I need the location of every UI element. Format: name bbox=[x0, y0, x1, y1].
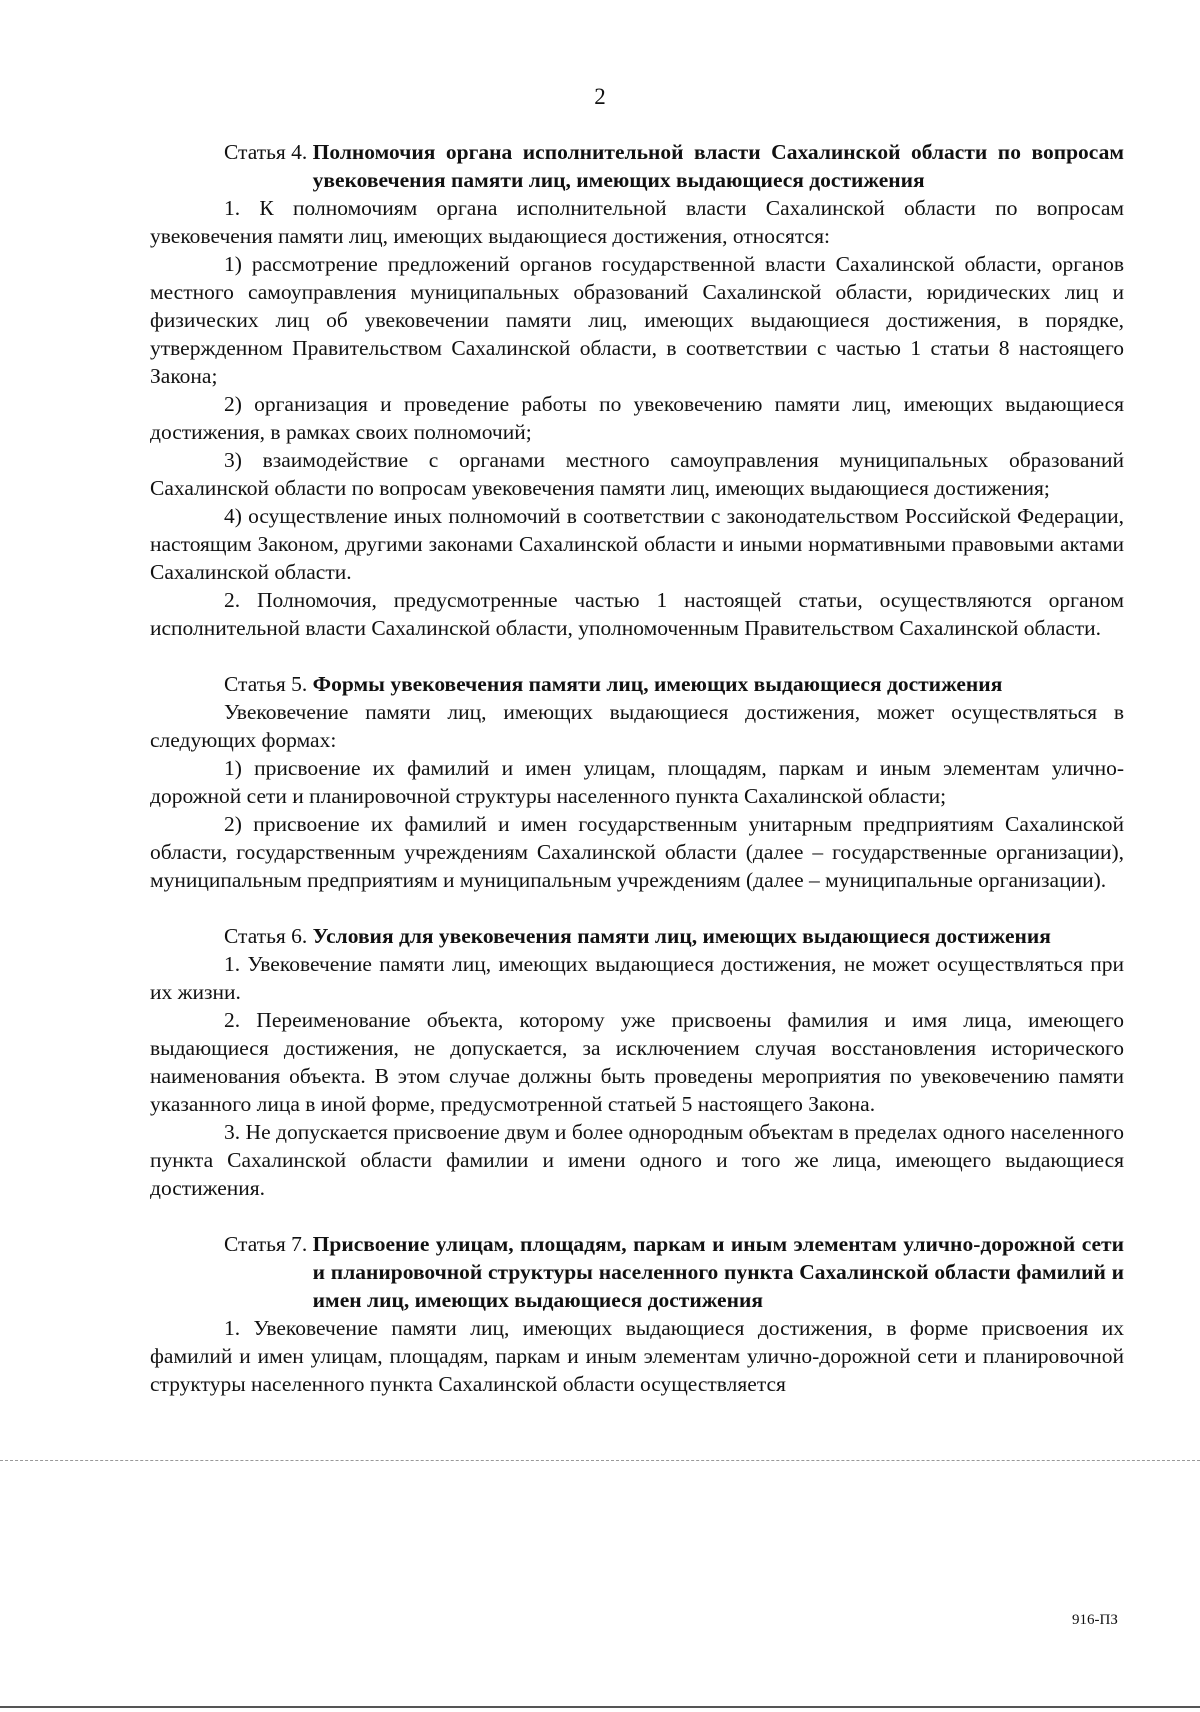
article-label: Статья 5. bbox=[224, 672, 313, 696]
article-title: Присвоение улицам, площадям, паркам и иным элементам улично-дорожной сети и планировочной структуры населенного пункта Сахалинской области фамилий и имен лиц, имеющих выдающиеся достижения bbox=[312, 1232, 1124, 1312]
scan-artifact-line bbox=[0, 1460, 1200, 1461]
article-heading bbox=[150, 922, 1124, 950]
scan-edge bbox=[0, 1706, 1200, 1708]
page-number: 2 bbox=[594, 84, 606, 109]
paragraph: 1. Увековечение памяти лиц, имеющих выдающиеся достижения, в форме присвоения их фамилий и имен улицам, площадям, паркам и иным элементам улично-дорожной сети и планировочной структуры населенного пункта Сахалинской области осуществляется bbox=[150, 1316, 1124, 1396]
paragraph: 1. К полномочиям органа исполнительной власти Сахалинской области по вопросам увековечения памяти лиц, имеющих выдающиеся достижения, относятся: bbox=[150, 196, 1124, 248]
article-4 bbox=[150, 138, 1124, 642]
paragraph: Увековечение памяти лиц, имеющих выдающиеся достижения, может осуществляться в следующих формах: bbox=[150, 700, 1124, 752]
article-7 bbox=[150, 1230, 1124, 1398]
paragraph: 1) рассмотрение предложений органов государственной власти Сахалинской области, органов местного самоуправления муниципальных образований Сахалинской области, юридических лиц и физических лиц об увековечении памяти лиц, имеющих выдающиеся достижения, в порядке, утвержденном Правительством Сахалинской области, в соответствии с частью 1 статьи 8 настоящего Закона; bbox=[150, 252, 1124, 388]
article-heading bbox=[150, 670, 1124, 698]
article-label: Статья 6. bbox=[224, 924, 313, 948]
document-code: 916-ПЗ bbox=[1072, 1612, 1118, 1628]
paragraph: 1. Увековечение памяти лиц, имеющих выдающиеся достижения, не может осуществляться при их жизни. bbox=[150, 952, 1124, 1004]
article-5 bbox=[150, 670, 1124, 894]
spacer bbox=[150, 1202, 1124, 1230]
article-heading bbox=[150, 1230, 1124, 1314]
paragraph: 2. Полномочия, предусмотренные частью 1 настоящей статьи, осуществляются органом исполнительной власти Сахалинской области, уполномоченным Правительством Сахалинской области. bbox=[150, 588, 1124, 640]
article-title: Условия для увековечения памяти лиц, имеющих выдающиеся достижения bbox=[312, 924, 1051, 948]
paragraph: 1) присвоение их фамилий и имен улицам, площадям, паркам и иным элементам улично-дорожной сети и планировочной структуры населенного пункта Сахалинской области; bbox=[150, 756, 1124, 808]
article-label: Статья 7. bbox=[224, 1232, 313, 1256]
article-heading bbox=[150, 138, 1124, 194]
document-body bbox=[150, 138, 1124, 1398]
paragraph: 4) осуществление иных полномочий в соответствии с законодательством Российской Федерации, настоящим Законом, другими законами Сахалинской области и иными нормативными правовыми актами Сахалинской области. bbox=[150, 504, 1124, 584]
paragraph: 3) взаимодействие с органами местного самоуправления муниципальных образований Сахалинской области по вопросам увековечения памяти лиц, имеющих выдающиеся достижения; bbox=[150, 448, 1124, 500]
article-title: Полномочия органа исполнительной власти Сахалинской области по вопросам увековечения памяти лиц, имеющих выдающиеся достижения bbox=[312, 140, 1124, 192]
spacer bbox=[150, 642, 1124, 670]
article-6 bbox=[150, 922, 1124, 1202]
spacer bbox=[150, 894, 1124, 922]
article-label: Статья 4. bbox=[224, 140, 313, 164]
paragraph: 2. Переименование объекта, которому уже присвоены фамилия и имя лица, имеющего выдающиеся достижения, не допускается, за исключением случая восстановления исторического наименования объекта. В этом случае должны быть проведены мероприятия по увековечению памяти указанного лица в иной форме, предусмотренной статьей 5 настоящего Закона. bbox=[150, 1008, 1124, 1116]
paragraph: 2) организация и проведение работы по увековечению памяти лиц, имеющих выдающиеся достижения, в рамках своих полномочий; bbox=[150, 392, 1124, 444]
article-title: Формы увековечения памяти лиц, имеющих выдающиеся достижения bbox=[312, 672, 1003, 696]
paragraph: 3. Не допускается присвоение двум и более однородным объектам в пределах одного населенного пункта Сахалинской области фамилии и имени одного и того же лица, имеющего выдающиеся достижения. bbox=[150, 1120, 1124, 1200]
paragraph: 2) присвоение их фамилий и имен государственным унитарным предприятиям Сахалинской области, государственным учреждениям Сахалинской области (далее – государственные организации), муниципальным предприятиям и муниципальным учреждениям (далее – муниципальные организации). bbox=[150, 812, 1124, 892]
